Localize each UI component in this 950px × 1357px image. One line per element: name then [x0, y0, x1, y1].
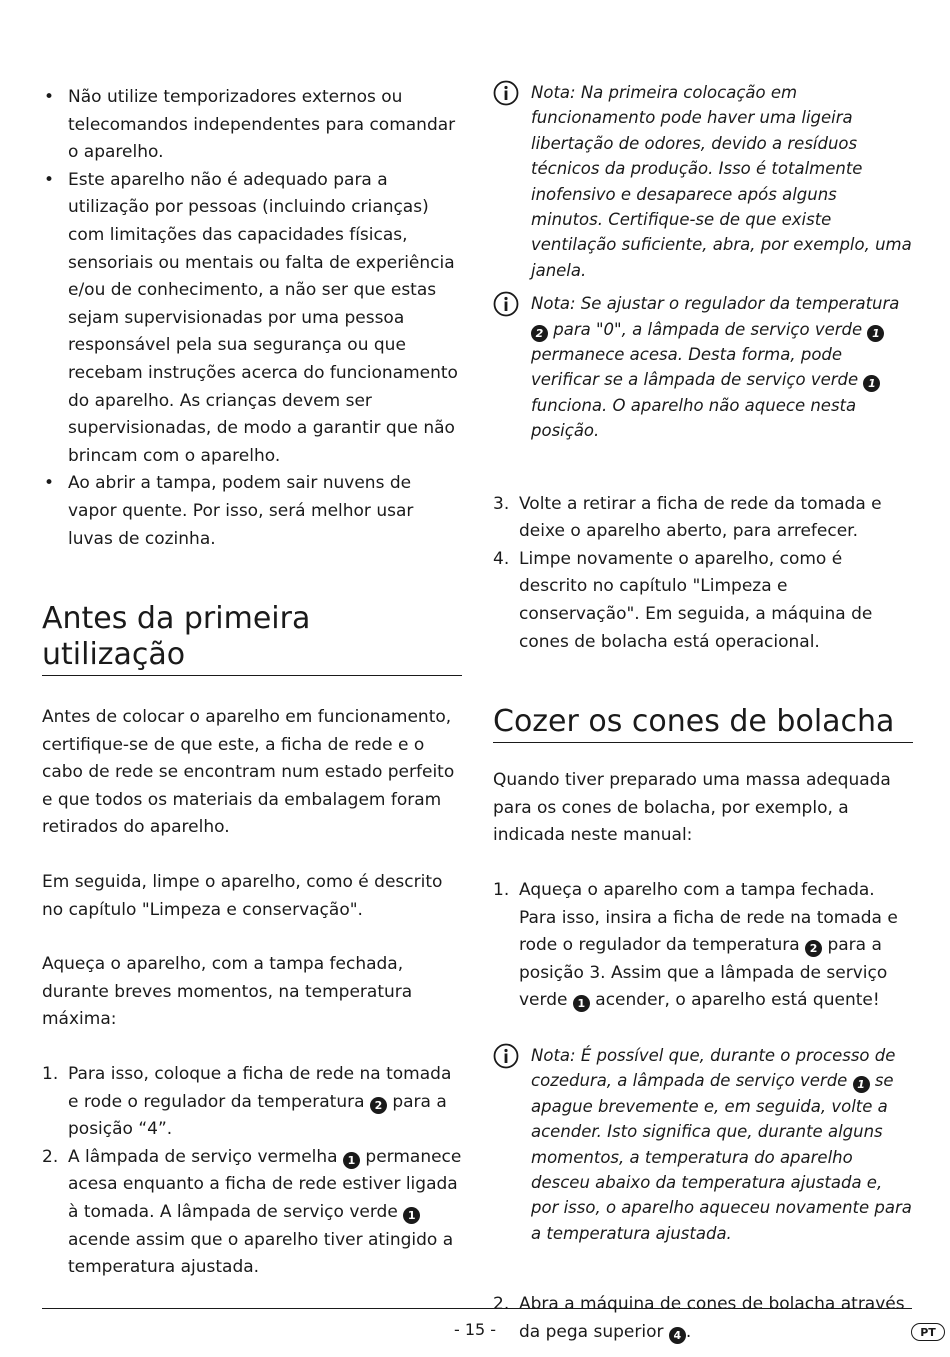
paragraph: Em seguida, limpe o aparelho, como é descrito no capítulo "Limpeza e conservação".: [42, 872, 443, 920]
marker-1-icon: 1: [403, 1207, 420, 1224]
step-item: 3. Volte a retirar a ficha de rede da tomada e deixe o aparelho aberto, para arrefecer.: [493, 493, 882, 542]
step-item: 1. Para isso, coloque a ficha de rede na tomada e rode o regulador da temperatura 2 para a posição “4”.: [42, 1064, 452, 1140]
bullet-item: • Este aparelho não é adequado para a utilização por pessoas (incluindo crianças) com limitações das capacidades físicas, sensoriais ou mentais ou falta de experiência e/ou de conhecimento, a não ser que estas sejam supervisionadas por uma pessoa responsável pela sua segurança ou que recebam instruções acerca do funcionamento do aparelho. As crianças devem ser supervisionadas, de modo a garantir que não brincam com o aparelho.: [44, 169, 458, 466]
marker-1-icon: 1: [863, 375, 880, 392]
marker-1-icon: 1: [867, 325, 884, 342]
note-block: Nota: É possível que, durante o processo de cozedura, a lâmpada de serviço verde 1 se apague brevemente e, em seguida, volte a acender. Isto significa que, durante alguns momentos, a temperatura do aparelho desceu abaixo da temperatura ajustada e, por isso, o aparelho aqueceu novamente para a temperatura ajustada.: [493, 1043, 913, 1246]
marker-4-icon: 4: [669, 1327, 686, 1344]
bullet-item: • Não utilize temporizadores externos ou telecomandos independentes para comandar o aparelho.: [44, 87, 456, 163]
step-item: 4. Limpe novamente o aparelho, como é descrito no capítulo "Limpeza e conservação". Em seguida, a máquina de cones de bolacha está operacional.: [493, 548, 873, 652]
language-badge: PT: [911, 1323, 945, 1341]
steps-list: [493, 877, 913, 1015]
info-icon: [493, 80, 519, 110]
note-block: Nota: Na primeira colocação em funcionamento pode haver uma ligeira libertação de odores, devido a resíduos técnicos da produção. Isso é totalmente inofensivo e desaparece após alguns minutos. Certifique-se de que existe ventilação suficiente, abra, por exemplo, uma janela.: [493, 80, 913, 283]
paragraph: Aqueça o aparelho, com a tampa fechada, durante breves momentos, na temperatura máxima:: [42, 954, 413, 1030]
page-number: - 15 -: [453, 1320, 497, 1339]
left-column: [42, 84, 462, 1282]
info-icon: [493, 1043, 519, 1073]
marker-1-icon: 1: [573, 995, 590, 1012]
info-icon: [493, 291, 519, 321]
step-item: 1. Aqueça o aparelho com a tampa fechada. Para isso, insira a ficha de rede na tomada e rode o regulador da temperatura 2 para a posição 3. Assim que a lâmpada de serviço verde 1 acender, o aparelho está quente!: [493, 880, 898, 1011]
marker-1-icon: 1: [343, 1152, 360, 1169]
footer-divider: [42, 1308, 912, 1309]
steps-list: [42, 1061, 462, 1282]
paragraph: Quando tiver preparado uma massa adequada para os cones de bolacha, por exemplo, a indicada neste manual:: [493, 770, 891, 846]
marker-2-icon: 2: [370, 1097, 387, 1114]
step-item: 2. A lâmpada de serviço vermelha 1 permanece acesa enquanto a ficha de rede estiver ligada à tomada. A lâmpada de serviço verde 1 acende assim que o aparelho tiver atingido a temperatura ajustada.: [42, 1146, 462, 1278]
step-item: 2. Abra a máquina de cones de bolacha através da pega superior 4 .: [493, 1294, 905, 1342]
section-heading-baking: Cozer os cones de bolacha: [493, 704, 913, 743]
marker-1-icon: 1: [853, 1076, 870, 1093]
note-block: Nota: Se ajustar o regulador da temperatura 2 para "0", a lâmpada de serviço verde 1 permanece acesa. Desta forma, pode verificar se a lâmpada de serviço verde 1 funciona. O aparelho não aquece nesta posição.: [493, 291, 913, 443]
marker-2-icon: 2: [805, 940, 822, 957]
bullet-item: • Ao abrir a tampa, podem sair nuvens de vapor quente. Por isso, será melhor usar luvas de cozinha.: [44, 473, 414, 549]
safety-bullets: [42, 84, 462, 553]
steps-list: [493, 491, 913, 657]
right-column: [493, 80, 913, 1346]
marker-2-icon: 2: [531, 325, 548, 342]
section-heading-first-use: Antes da primeira utilização: [42, 601, 462, 676]
paragraph: Antes de colocar o aparelho em funcionamento, certifique-se de que este, a ficha de rede e o cabo de rede se encontram num estado perfeito e que todos os materiais da embalagem foram retirados do aparelho.: [42, 707, 455, 838]
